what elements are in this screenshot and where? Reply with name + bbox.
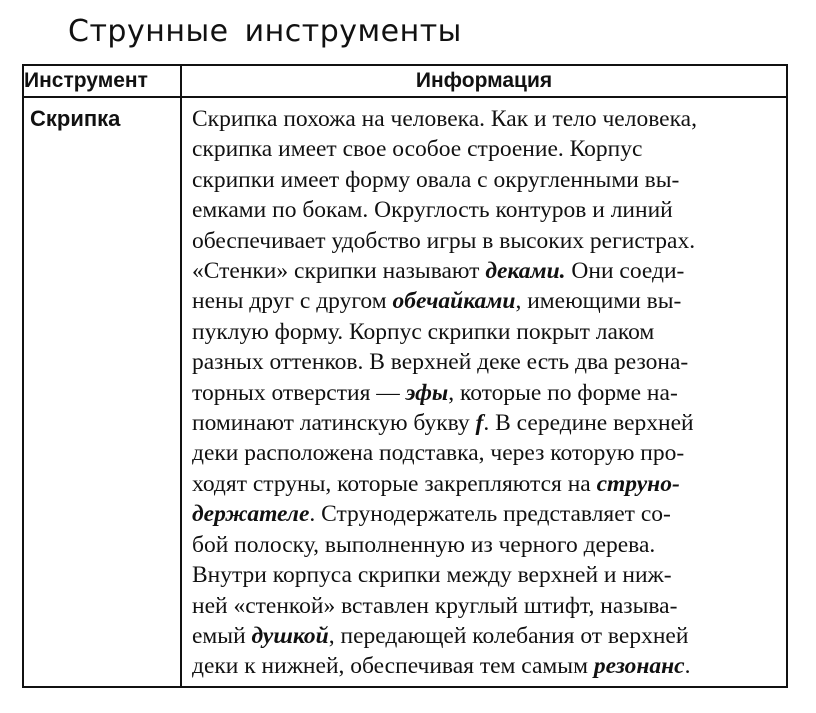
page-title: Струнные инструменты — [68, 14, 462, 49]
info-term: резонанс — [593, 653, 685, 680]
info-text-segment: . — [684, 653, 691, 680]
info-text-line — [192, 408, 778, 438]
info-text-segment: емый — [192, 622, 252, 649]
info-text-segment: Они соеди- — [565, 258, 685, 285]
info-text-segment: Внутри корпуса скрипки между верхней и ниж- — [192, 562, 672, 589]
info-term: эфы — [405, 379, 449, 406]
info-text-line — [192, 317, 778, 347]
instrument-info-cell — [181, 97, 787, 687]
table-header-row — [23, 65, 787, 97]
info-text-line — [192, 469, 778, 499]
info-text-segment: бой полоску, выполненную из черного дерева. — [192, 531, 656, 558]
info-text-segment: «Стенки» скрипки называют — [192, 258, 486, 285]
info-text-line — [192, 560, 778, 590]
info-text-segment: торных отверстия — — [192, 379, 406, 406]
info-text-segment: скрипка имеет свое особое строение. Корпус — [192, 136, 643, 163]
info-text-segment: , передающей колебания от верхней — [328, 622, 689, 649]
info-text-segment: деки к нижней, обеспечивая тем самым — [192, 653, 594, 680]
info-text-line — [192, 256, 778, 286]
info-term: деками. — [485, 258, 566, 285]
info-text-segment: нены друг с другом — [192, 288, 393, 315]
instrument-name-cell: Скрипка — [23, 97, 181, 687]
info-text-line — [192, 286, 778, 316]
info-text-segment: ходят струны, которые закрепляются на — [192, 470, 597, 497]
info-text-line — [192, 438, 778, 468]
info-text-segment: . Струнодержатель представляет со- — [309, 501, 671, 528]
info-text-line — [192, 165, 778, 195]
info-text-line — [192, 104, 778, 134]
info-term: держателе — [192, 501, 310, 528]
info-text-segment: ней «стенкой» вставлен круглый штифт, называ- — [192, 592, 678, 619]
info-term: струно- — [596, 470, 680, 497]
info-text-segment: скрипки имеет форму овала с округленными вы- — [192, 166, 680, 193]
info-text-segment: разных оттенков. В верхней деке есть два резона- — [192, 349, 689, 376]
info-term: f — [475, 410, 484, 437]
instruments-table — [22, 64, 788, 688]
column-header-info: Информация — [181, 65, 787, 97]
info-text-line — [192, 621, 778, 651]
info-text-line — [192, 347, 778, 377]
info-text-segment: поминают латинскую букву — [192, 410, 476, 437]
info-text-segment: . В середине верхней — [483, 410, 694, 437]
info-text-segment: , которые по форме на- — [448, 379, 678, 406]
info-text-segment: пуклую форму. Корпус скрипки покрыт лаком — [192, 318, 655, 345]
info-text-segment: Скрипка похожа на человека. Как и тело человека, — [192, 106, 697, 132]
info-text-segment: обеспечивает удобство игры в высоких регистрах. — [192, 227, 696, 254]
column-header-instrument: Инструмент — [23, 65, 181, 97]
info-text-line — [192, 378, 778, 408]
info-term: обечайками — [392, 288, 516, 315]
info-term: душкой — [251, 622, 329, 649]
info-text-line — [192, 651, 778, 681]
info-text-segment: , имеющими вы- — [515, 288, 682, 315]
table-row — [23, 97, 787, 687]
info-text-line — [192, 530, 778, 560]
info-text-line — [192, 226, 778, 256]
info-text-line — [192, 195, 778, 225]
info-text-segment: емками по бокам. Округлость контуров и линий — [192, 197, 673, 224]
info-text-line — [192, 134, 778, 164]
info-text-line — [192, 499, 778, 529]
info-text-segment: деки расположена подставка, через которую про- — [192, 440, 685, 467]
info-text-line — [192, 591, 778, 621]
